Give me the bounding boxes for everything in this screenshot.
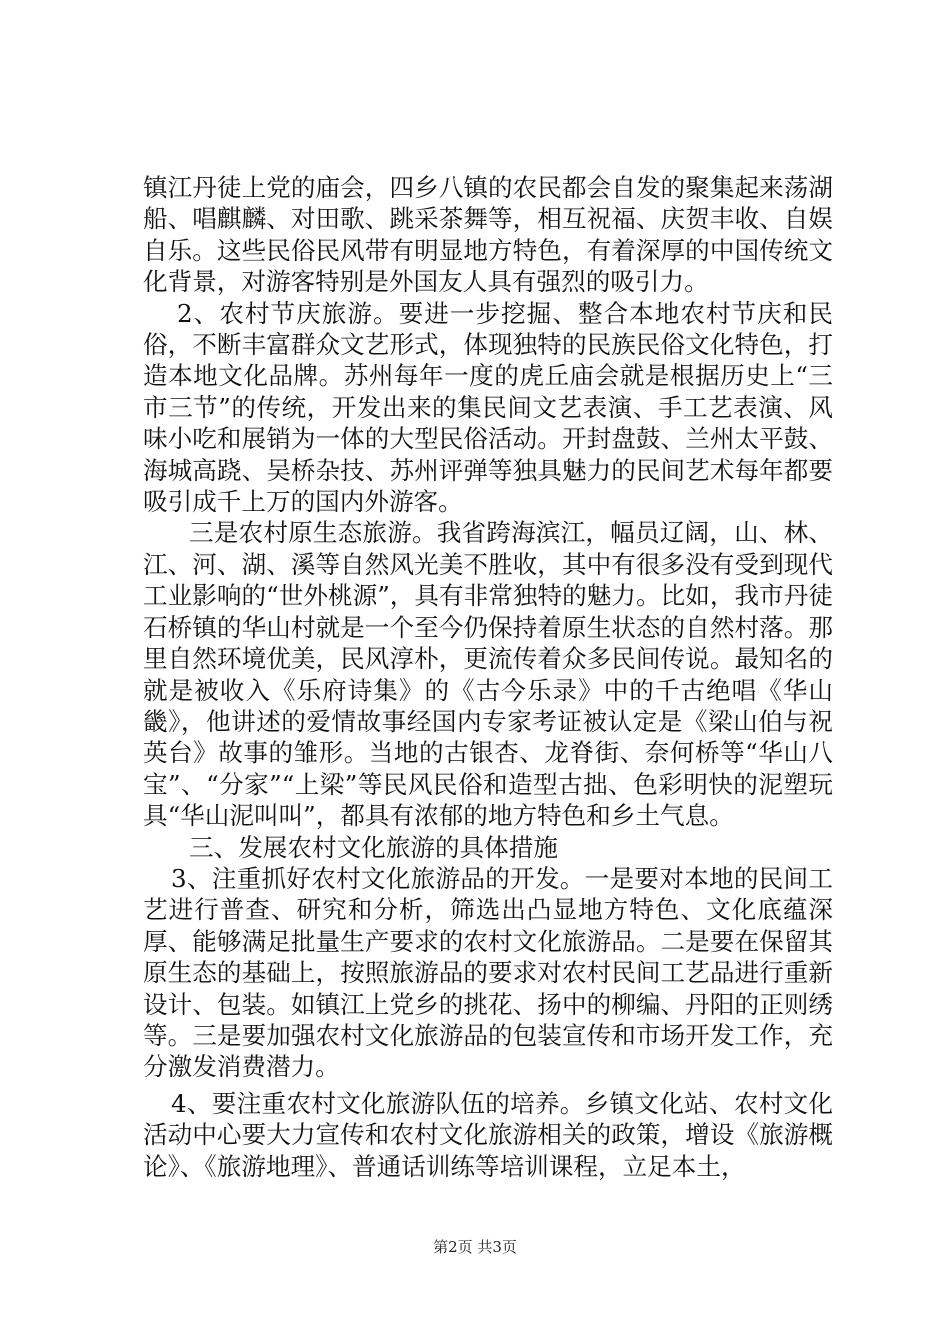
page-footer: 第2页 共3页 xyxy=(433,1238,517,1256)
paragraph-team-training: 4、要注重农村文化旅游队伍的培养。乡镇文化站、农村文化活动中心要大力宣传和农村文化旅游相关的政策，增设《旅游概论》、《旅游地理》、普通话训练等培训课程，立足本土， xyxy=(143,1088,833,1181)
document-body xyxy=(143,172,833,1182)
paragraph-continuation: 镇江丹徒上党的庙会，四乡八镇的农民都会自发的聚集起来荡湖船、唱麒麟、对田歌、跳采茶舞等，相互祝福、庆贺丰收、自娱自乐。这些民俗民风带有明显地方特色，有着深厚的中国传统文化背景，对游客特别是外国友人具有强烈的吸引力。 xyxy=(143,173,833,297)
paragraph-ecological-tourism: 三是农村原生态旅游。我省跨海滨江，幅员辽阔，山、林、江、河、湖、溪等自然风光美不胜收，其中有很多没有受到现代工业影响的“世外桃源”，具有非常独特的魅力。比如，我市丹徒石桥镇的华山村就是一个至今仍保持着原生状态的自然村落。那里自然环境优美，民风淳朴，更流传着众多民间传说。最知名的就是被收入《乐府诗集》的《古今乐录》中的千古绝唱《华山畿》，他讲述的爱情故事经国内专家考证被认定是《梁山伯与祝英台》故事的雏形。当地的古银杏、龙脊街、奈何桥等“华山八宝”、“分家”“上梁”等民风民俗和造型古拙、色彩明快的泥塑玩具“华山泥叫叫”，都具有浓郁的地方特色和乡土气息。 xyxy=(143,518,833,831)
section-heading: 三、发展农村文化旅游的具体措施 xyxy=(189,832,558,862)
paragraph-festival-tourism: 2、农村节庆旅游。要进一步挖掘、整合本地农村节庆和民俗，不断丰富群众文艺形式，体现独特的民族民俗文化特色，打造本地文化品牌。苏州每年一度的虎丘庙会就是根据历史上“三市三节”的传统，开发出来的集民间文艺表演、手工艺表演、风味小吃和展销为一体的大型民俗活动。开封盘鼓、兰州太平鼓、海城高跷、吴桥杂技、苏州评弹等独具魅力的民间艺术每年都要吸引成千上万的国内外游客。 xyxy=(143,298,833,517)
paragraph-product-development: 3、注重抓好农村文化旅游品的开发。一是要对本地的民间工艺进行普查、研究和分析，筛选出凸显地方特色、文化底蕴深厚、能够满足批量生产要求的农村文化旅游品。二是要在保留其原生态的基础上，按照旅游品的要求对农村民间工艺品进行重新设计、包装。如镇江上党乡的挑花、扬中的柳编、丹阳的正则绣等。三是要加强农村文化旅游品的包装宣传和市场开发工作，充分激发消费潜力。 xyxy=(143,863,833,1082)
